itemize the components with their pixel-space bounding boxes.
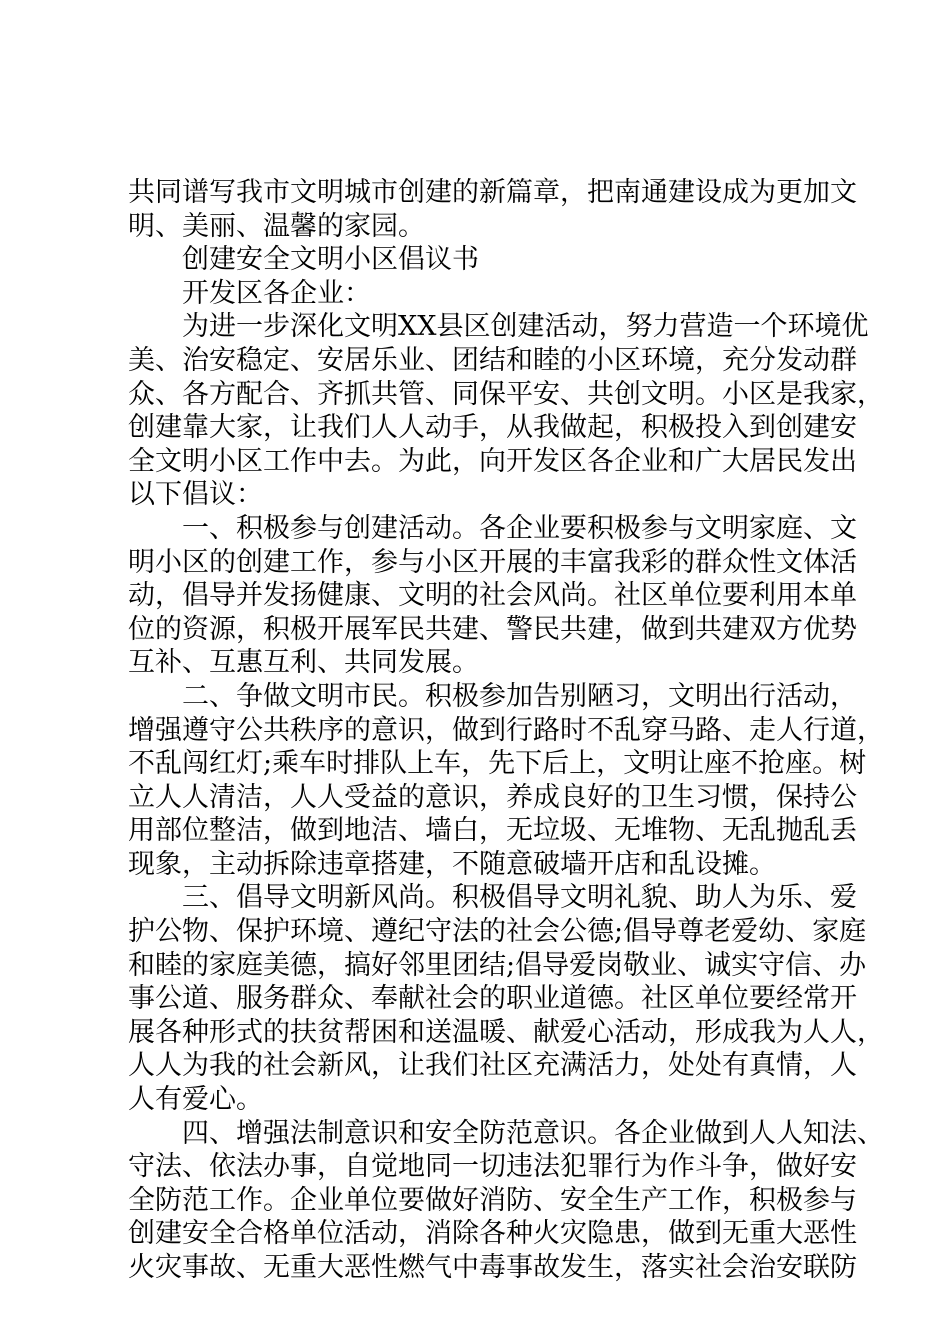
text-line: 位的资源，积极开展军民共建、警民共建，做到共建双方优势 [128, 613, 857, 645]
document-title: 创建安全文明小区倡议书 [182, 244, 479, 276]
text-line: 事公道、服务群众、奉献社会的职业道德。社区单位要经常开 [128, 983, 857, 1015]
text-line: 不乱闯红灯;乘车时排队上车，先下后上，文明让座不抢座。树 [128, 748, 867, 780]
text-line: 火灾事故、无重大恶性燃气中毒事故发生，落实社会治安联防 [128, 1252, 857, 1283]
text-line: 互补、互惠互利、共同发展。 [128, 647, 479, 679]
text-line: 护公物、保护环境、遵纪守法的社会公德;倡导尊老爱幼、家庭 [128, 916, 867, 948]
text-line: 众、各方配合、齐抓共管、同保平安、共创文明。小区是我家， [128, 378, 884, 410]
text-line: 创建安全合格单位活动，消除各种火灾隐患，做到无重大恶性 [128, 1218, 857, 1250]
salutation: 开发区各企业： [182, 277, 371, 309]
text-line: 人人为我的社会新风，让我们社区充满活力，处处有真情，人 [128, 1050, 857, 1082]
text-line: 三、倡导文明新风尚。积极倡导文明礼貌、助人为乐、爱 [182, 882, 857, 914]
text-line: 全防范工作。企业单位要做好消防、安全生产工作，积极参与 [128, 1184, 857, 1216]
text-line: 人有爱心。 [128, 1084, 263, 1116]
text-line: 以下倡议： [128, 479, 263, 511]
text-line: 美、治安稳定、安居乐业、团结和睦的小区环境，充分发动群 [128, 344, 857, 376]
text-line: 动，倡导并发扬健康、文明的社会风尚。社区单位要利用本单 [128, 580, 857, 612]
text-line: 一、积极参与创建活动。各企业要积极参与文明家庭、文 [182, 512, 857, 544]
text-line: 二、争做文明市民。积极参加告别陋习，文明出行活动， [182, 680, 857, 712]
text-line: 立人人清洁，人人受益的意识，养成良好的卫生习惯，保持公 [128, 781, 857, 813]
text-line: 四、增强法制意识和安全防范意识。各企业做到人人知法、 [182, 1117, 884, 1149]
text-line: 明小区的创建工作，参与小区开展的丰富我彩的群众性文体活 [128, 546, 857, 578]
document-body [128, 176, 884, 1285]
text-line: 用部位整洁，做到地洁、墙白，无垃圾、无堆物、无乱抛乱丢 [128, 815, 857, 847]
text-line: 现象，主动拆除违章搭建，不随意破墙开店和乱设摊。 [128, 848, 776, 880]
text-line: 增强遵守公共秩序的意识，做到行路时不乱穿马路、走人行道， [128, 714, 884, 746]
text-line: 为进一步深化文明XX县区创建活动，努力营造一个环境优 [182, 311, 869, 343]
text-line: 创建靠大家，让我们人人动手，从我做起，积极投入到创建安 [128, 412, 857, 444]
text-line: 和睦的家庭美德，搞好邻里团结;倡导爱岗敬业、诚实守信、办 [128, 949, 867, 981]
text-line: 全文明小区工作中去。为此，向开发区各企业和广大居民发出 [128, 445, 857, 477]
text-line: 明、美丽、温馨的家园。 [128, 210, 425, 242]
text-line: 守法、依法办事，自觉地同一切违法犯罪行为作斗争，做好安 [128, 1151, 857, 1183]
text-line: 共同谱写我市文明城市创建的新篇章，把南通建设成为更加文 [128, 177, 857, 208]
text-line: 展各种形式的扶贫帮困和送温暖、献爱心活动，形成我为人人， [128, 1016, 884, 1048]
